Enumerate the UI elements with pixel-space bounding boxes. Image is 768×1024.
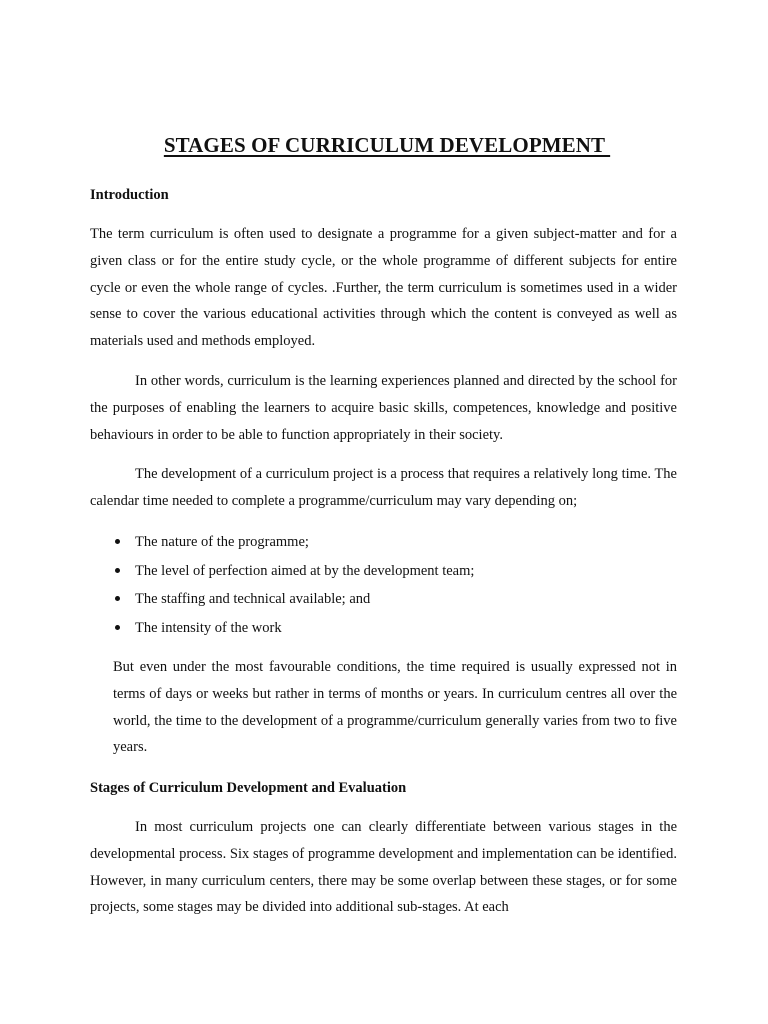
bullet-text: The nature of the programme; <box>135 534 309 550</box>
stages-paragraph: In most curriculum projects one can clearly differentiate between various stages in the developmental process. Six stages of programme development and implementation can be identified. However, in many curriculum centers, there may be some overlap between these stages, or for some projects, some stages may be divided into additional sub-stages. At each <box>90 819 677 916</box>
bullet-item <box>113 531 474 560</box>
bullet-text: The staffing and technical available; and <box>135 591 371 608</box>
bullet-icon <box>115 596 120 601</box>
introduction-heading: Introduction <box>90 187 169 203</box>
intro-paragraph-3: The development of a curriculum project is a process that requires a relatively long time. The calendar time needed to complete a programme/curriculum may vary depending on; <box>90 466 677 509</box>
bullet-item <box>113 560 474 589</box>
bullet-item <box>113 588 474 617</box>
bullet-icon <box>115 539 120 544</box>
time-required-paragraph: But even under the most favourable conditions, the time required is usually expressed not in terms of days or weeks but rather in terms of months or years. In curriculum centres all over the world, the time to the development of a programme/curriculum generally varies from two to five years. <box>113 659 677 756</box>
stages-heading: Stages of Curriculum Development and Evaluation <box>90 780 407 796</box>
factors-bullet-list <box>113 531 474 646</box>
document-title: STAGES OF CURRICULUM DEVELOPMENT <box>163 133 611 157</box>
bullet-icon <box>115 625 120 630</box>
intro-paragraph-1: The term curriculum is often used to designate a programme for a given subject-matter and for a given class or for the entire study cycle, or the whole programme of different subjects for entire cycle or even the whole range of cycles. .Further, the term curriculum is sometimes used in a wider sense to cover the various educational activities through which the content is conveyed as well as materials used and methods employed. <box>90 226 677 349</box>
bullet-item <box>113 617 474 646</box>
bullet-text: The intensity of the work <box>135 620 282 637</box>
intro-paragraph-2: In other words, curriculum is the learning experiences planned and directed by the school for the purposes of enabling the learners to acquire basic skills, competences, knowledge and positive behaviours in order to be able to function appropriately in their society. <box>90 373 677 443</box>
bullet-text: The level of perfection aimed at by the development team; <box>135 562 475 579</box>
bullet-icon <box>115 568 120 573</box>
